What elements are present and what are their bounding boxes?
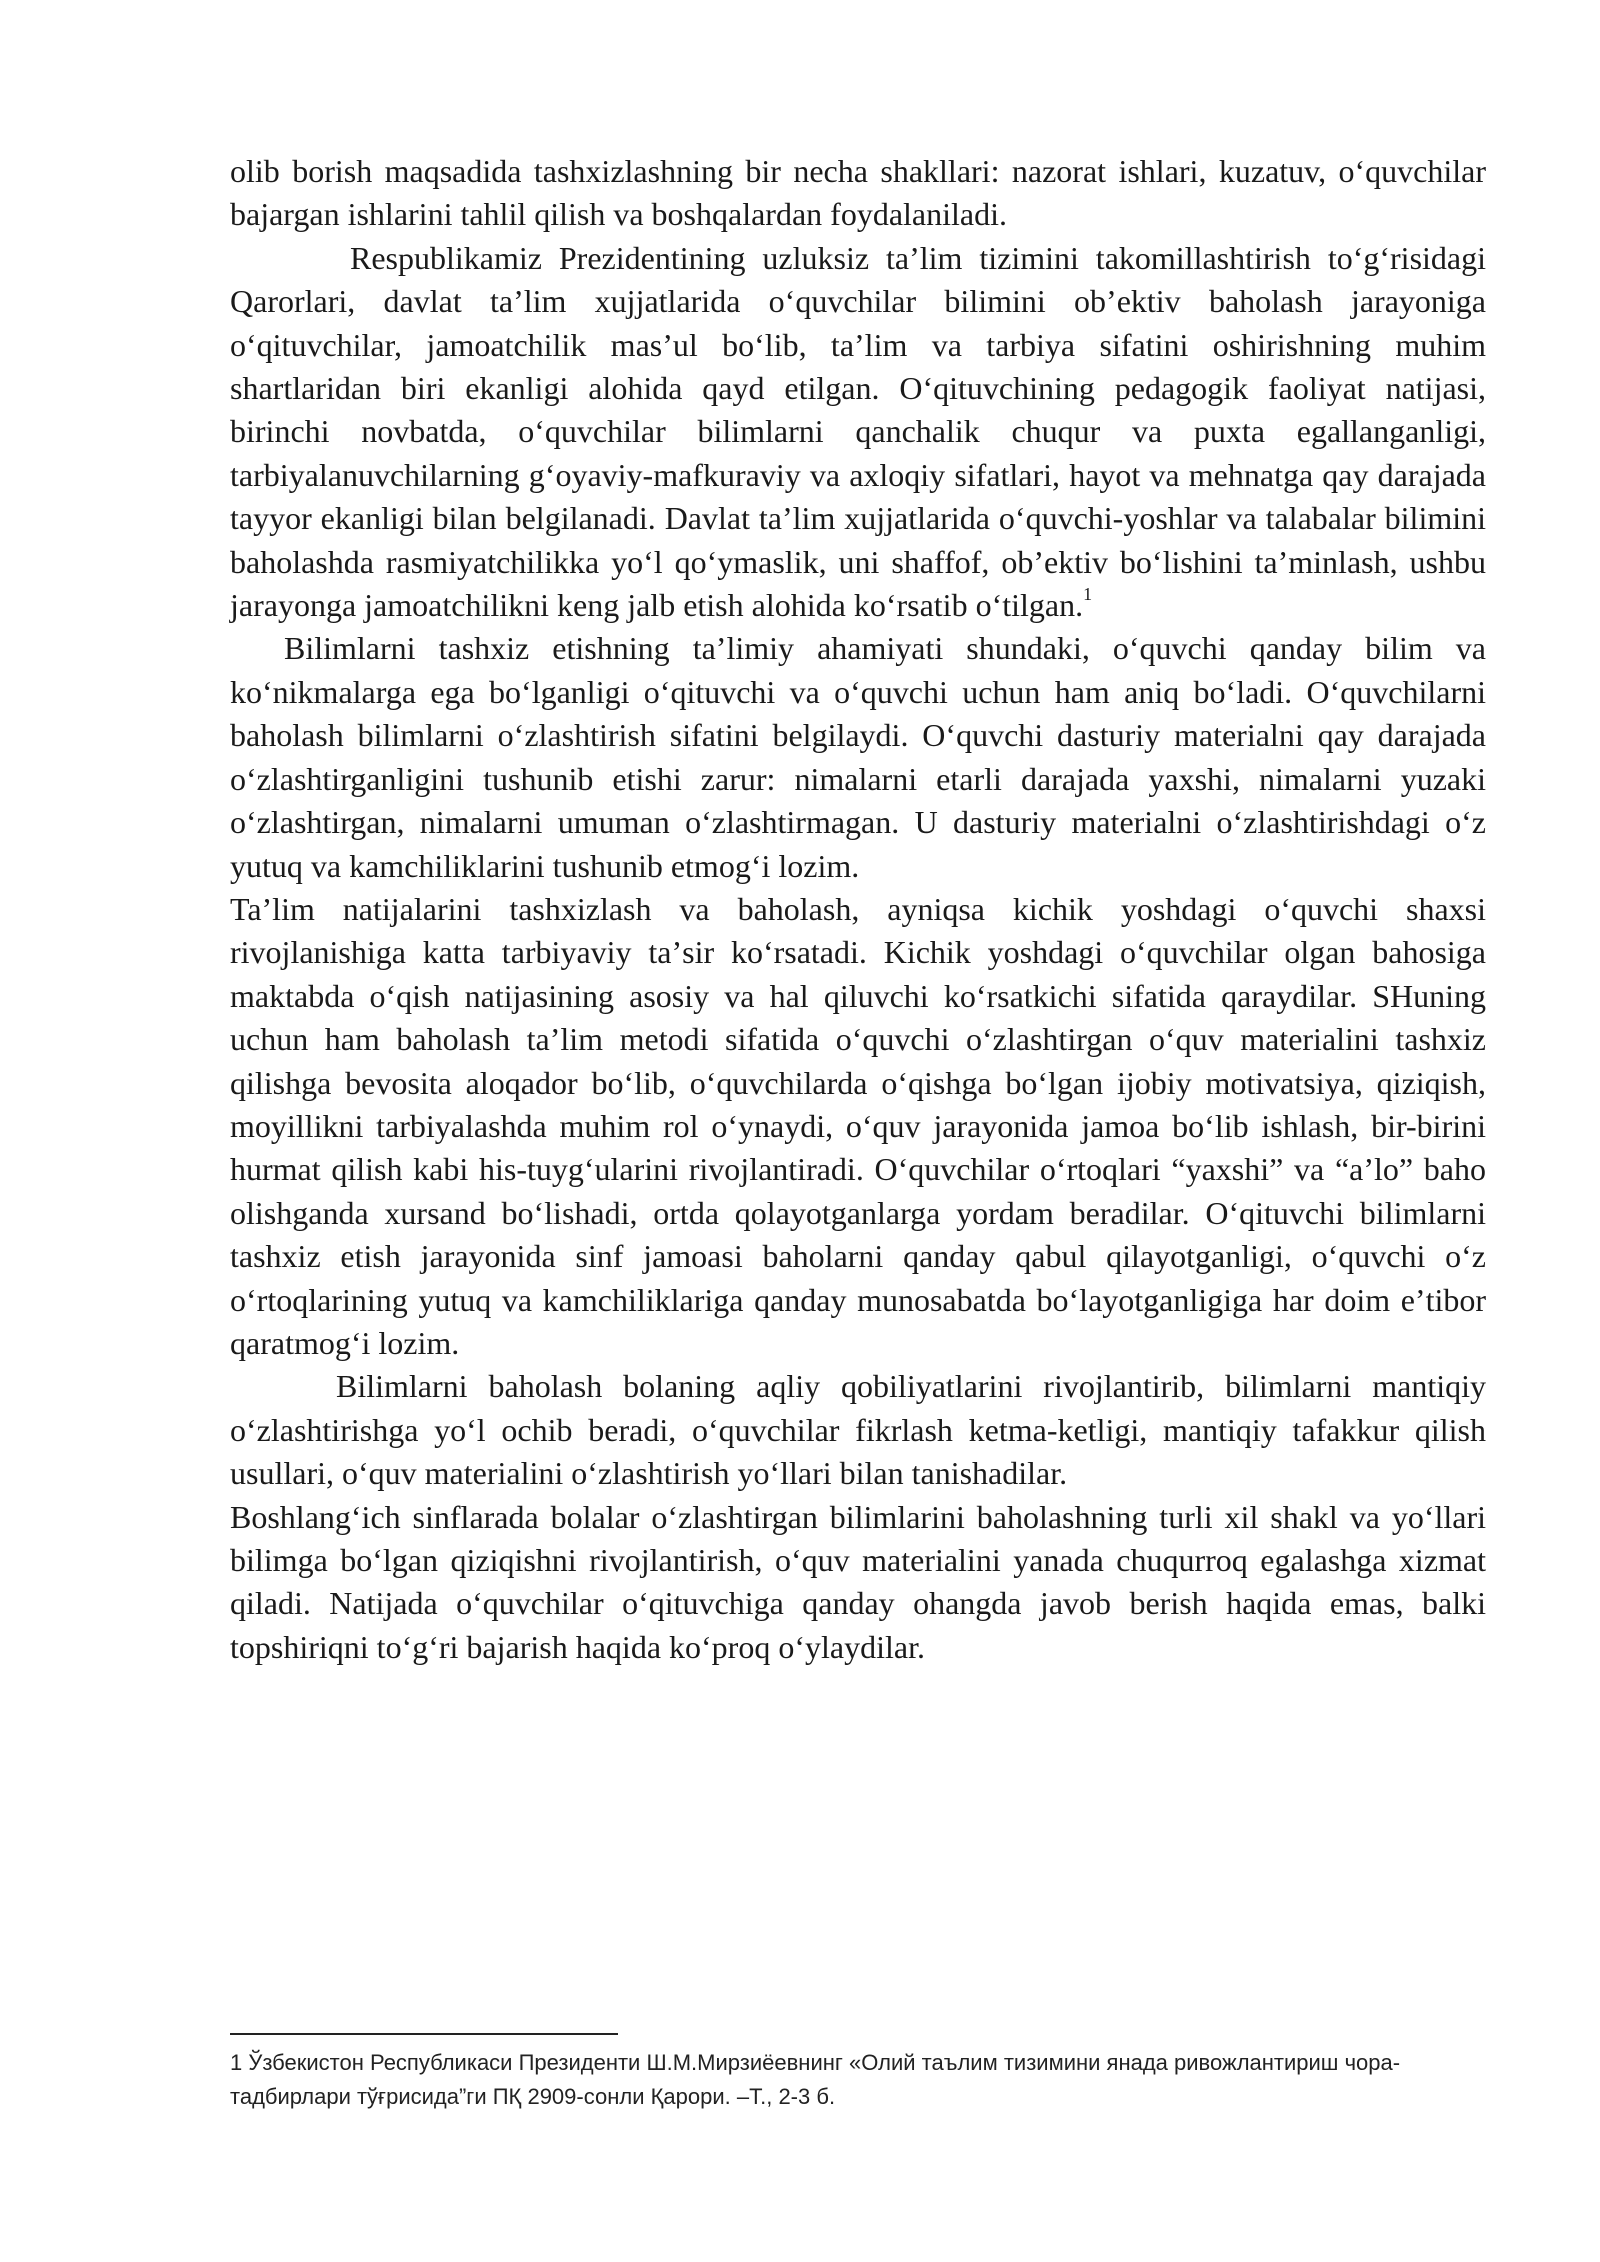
paragraph-2 — [230, 237, 1486, 628]
paragraph-2-text: Respublikamiz Prezidentining uzluksiz taʼlim tizimini takomillashtirish toʻgʻrisidagi Qarorlari, davlat taʼlim xujjatlarida oʻquvchilar bilimini obʼektiv baholash jarayoniga oʻqituvchilar, jamoatchilik masʼul boʻlib, taʼlim va tarbiya sifatini oshirishning muhim shartlaridan biri ekanligi alohida qayd etilgan. Oʻqituvchining pedagogik faoliyat natijasi, birinchi novbatda, oʻquvchilar bilimlarni qanchalik chuqur va puxta egallanganligi, tarbiyalanuvchilarning gʻoyaviy-mafkuraviy va axloqiy sifatlari, hayot va mehnatga qay darajada tayyor ekanligi bilan belgilanadi. Davlat taʼlim xujjatlarida oʻquvchi-yoshlar va talabalar bilimini baholashda rasmiyatchilikka yoʻl qoʻymaslik, uni shaffof, obʼektiv boʻlishini taʼminlash, ushbu jarayonga jamoatchilikni keng jalb etish alohida koʻrsatib oʻtilgan. — [230, 239, 1486, 624]
footnote-reference[interactable]: 1 — [1083, 584, 1093, 605]
paragraph-6: Boshlangʻich sinflarada bolalar oʻzlashtirgan bilimlarini baholashning turli xil shakl va yoʻllari bilimga boʻlgan qiziqishni rivojlantirish, oʻquv materialini yanada chuqurroq egalashga xizmat qiladi. Natijada oʻquvchilar oʻqituvchiga qanday ohangda javob berish haqida emas, balki topshiriqni toʻgʻri bajarish haqida koʻproq oʻylaydilar. — [230, 1498, 1486, 1665]
footnote-separator — [230, 2033, 618, 2035]
paragraph-3: Bilimlarni tashxiz etishning taʼlimiy ahamiyati shundaki, oʻquvchi qanday bilim va koʻnikmalarga ega boʻlganligi oʻqituvchi va oʻquvchi uchun ham aniq boʻladi. Oʻquvchilarni baholash bilimlarni oʻzlashtirish sifatini belgilaydi. Oʻquvchi dasturiy materialni qay darajada oʻzlashtirganligini tushunib etishi zarur: nimalarni etarli darajada yaxshi, nimalarni yuzaki oʻzlashtirgan, nimalarni umuman oʻzlashtirmagan. U dasturiy materialni oʻzlashtirishdagi oʻz yutuq va kamchiliklarini tushunib etmogʻi lozim. — [230, 630, 1486, 884]
footnote-text: 1 Ўзбекистон Республикаси Президенти Ш.М.Мирзиёевнинг «Олий таълим тизимини янада ривожлантириш чора-тадбирлари тўғрисида”ги ПҚ 2909-сонли Қарори. –Т., 2-3 б. — [230, 2050, 1401, 2109]
paragraph-5: Bilimlarni baholash bolaning aqliy qobiliyatlarini rivojlantirib, bilimlarni mantiqiy oʻzlashtirishga yoʻl ochib beradi, oʻquvchilar fikrlash ketma-ketligi, mantiqiy tafakkur qilish usullari, oʻquv materialini oʻzlashtirish yoʻllari bilan tanishadilar. — [230, 1368, 1486, 1492]
paragraph-4: Taʼlim natijalarini tashxizlash va baholash, ayniqsa kichik yoshdagi oʻquvchi shaxsi rivojlanishiga katta tarbiyaviy taʼsir koʻrsatadi. Kichik yoshdagi oʻquvchilar olgan bahosiga maktabda oʻqish natijasining asosiy va hal qiluvchi koʻrsatkichi sifatida qaraydilar. SHuning uchun ham baholash taʼlim metodi sifatida oʻquvchi oʻzlashtirgan oʻquv materialini tashxiz qilishga bevosita aloqador boʻlib, oʻquvchilarda oʻqishga boʻlgan ijobiy motivatsiya, qiziqish, moyillikni tarbiyalashda muhim rol oʻynaydi, oʻquv jarayonida jamoa boʻlib ishlash, bir-birini hurmat qilish kabi his-tuygʻularini rivojlantiradi. Oʻquvchilar oʻrtoqlari “yaxshi” va “aʼlo” baho olishganda xursand boʻlishadi, ortda qolayotganlarga yordam beradilar. Oʻqituvchi bilimlarni tashxiz etish jarayonida sinf jamoasi baholarni qanday qabul qilayotganligi, oʻquvchi oʻz oʻrtoqlarining yutuq va kamchiliklariga qanday munosabatda boʻlayotganligiga har doim eʼtibor qaratmogʻi lozim. — [230, 890, 1486, 1361]
paragraph-1: olib borish maqsadida tashxizlashning bir necha shakllari: nazorat ishlari, kuzatuv, oʻquvchilar bajargan ishlarini tahlil qilish va boshqalardan foydalaniladi. — [230, 153, 1486, 233]
document-page — [230, 150, 1486, 1669]
